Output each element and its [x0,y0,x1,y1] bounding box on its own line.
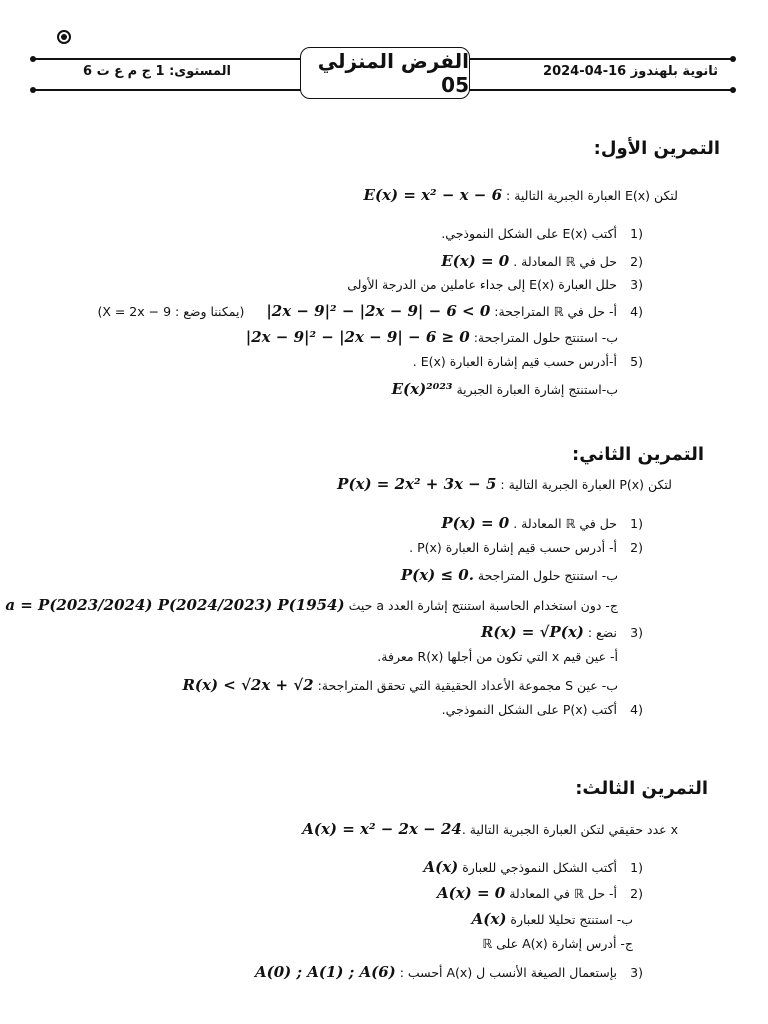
ex2-line-8: 4)أكتب P(x) على الشكل النموذجي. [441,702,643,717]
radio-bullet-icon [57,30,71,44]
ex2-line-5: 3)نضع : R(x) = √P(x) [480,623,643,641]
ex3-line-3: ب- استنتج تحليلا للعبارة A(x) [471,910,633,928]
page-title: الفرض المنزلي 05 [300,47,470,99]
ex3-line-5: 3)بإستعمال الصيغة الأنسب ل A(x) أحسب : A(0) ; A(1) ; A(6) [254,963,643,981]
ex1-line-5: ب- استنتج حلول المتراجحة: |2x − 9|² − |2x − 9| − 6 ≥ 0 [245,328,618,346]
ex1-line-2: 2)حل في ℝ المعادلة . E(x) = 0 [441,252,643,270]
ex3-line-0: x عدد حقيقي لتكن العبارة الجبرية التالية .A(x) = x² − 2x − 24 [302,820,678,838]
ex2-line-7: ب- عين S مجموعة الأعداد الحقيقية التي تحقق المتراجحة: R(x) < √2x + √2 [182,676,618,694]
ex2-line-3: ب- استنتج حلول المتراجحة P(x) ≤ 0. [400,566,618,584]
class-level: المستوى: 1 ج م ع ت 6 [83,64,231,79]
ex1-line-0: لتكن E(x) العبارة الجبرية التالية : E(x) = x² − x − 6 [363,186,678,204]
ex1-line-4: 4)أ- حل في ℝ المتراجحة: |2x − 9|² − |2x − 9| − 6 < 0 (يمكننا وضع : X = 2x − 9) [97,302,643,320]
ex2-line-2: 2)أ- أدرس حسب قيم إشارة العبارة P(x) . [409,540,643,555]
ex3-line-4: ج- أدرس إشارة A(x) على ℝ [482,936,633,951]
ex1-line-7: ب-استنتج إشارة العبارة الجبرية E(x)²⁰²³ [391,380,618,398]
ex2-line-4: ج- دون استخدام الحاسبة استنتج إشارة العدد a حيث a = P(2023/2024) P(2024/2023) P(1954) [5,596,618,614]
ex1-line-3: 3)حلل العبارة E(x) إلى جداء عاملين من الدرجة الأولى [347,277,643,292]
ex1-line-1: 1)أكتب E(x) على الشكل النموذجي. [441,226,643,241]
ex1-line-6: 5)أ-أدرس حسب قيم إشارة العبارة E(x) . [412,354,643,369]
ex2-line-1: 1)حل في ℝ المعادلة . P(x) = 0 [441,514,643,532]
ex2-line-6: أ- عين قيم x التي تكون من أجلها R(x) معرفة. [377,649,618,664]
exercise-2-title: التمرين الثاني: [572,444,704,465]
exercise-3-title: التمرين الثالث: [575,778,708,799]
ex3-line-2: 2)أ- حل ℝ في المعادلة A(x) = 0 [436,884,643,902]
exercise-1-title: التمرين الأول: [593,138,720,159]
school-date: ثانوية بلهندوز 16-04-2024 [543,64,718,79]
ex2-line-0: لتكن P(x) العبارة الجبرية التالية : P(x) = 2x² + 3x − 5 [337,475,672,493]
ex3-line-1: 1)أكتب الشكل النموذجي للعبارة A(x) [423,858,643,876]
